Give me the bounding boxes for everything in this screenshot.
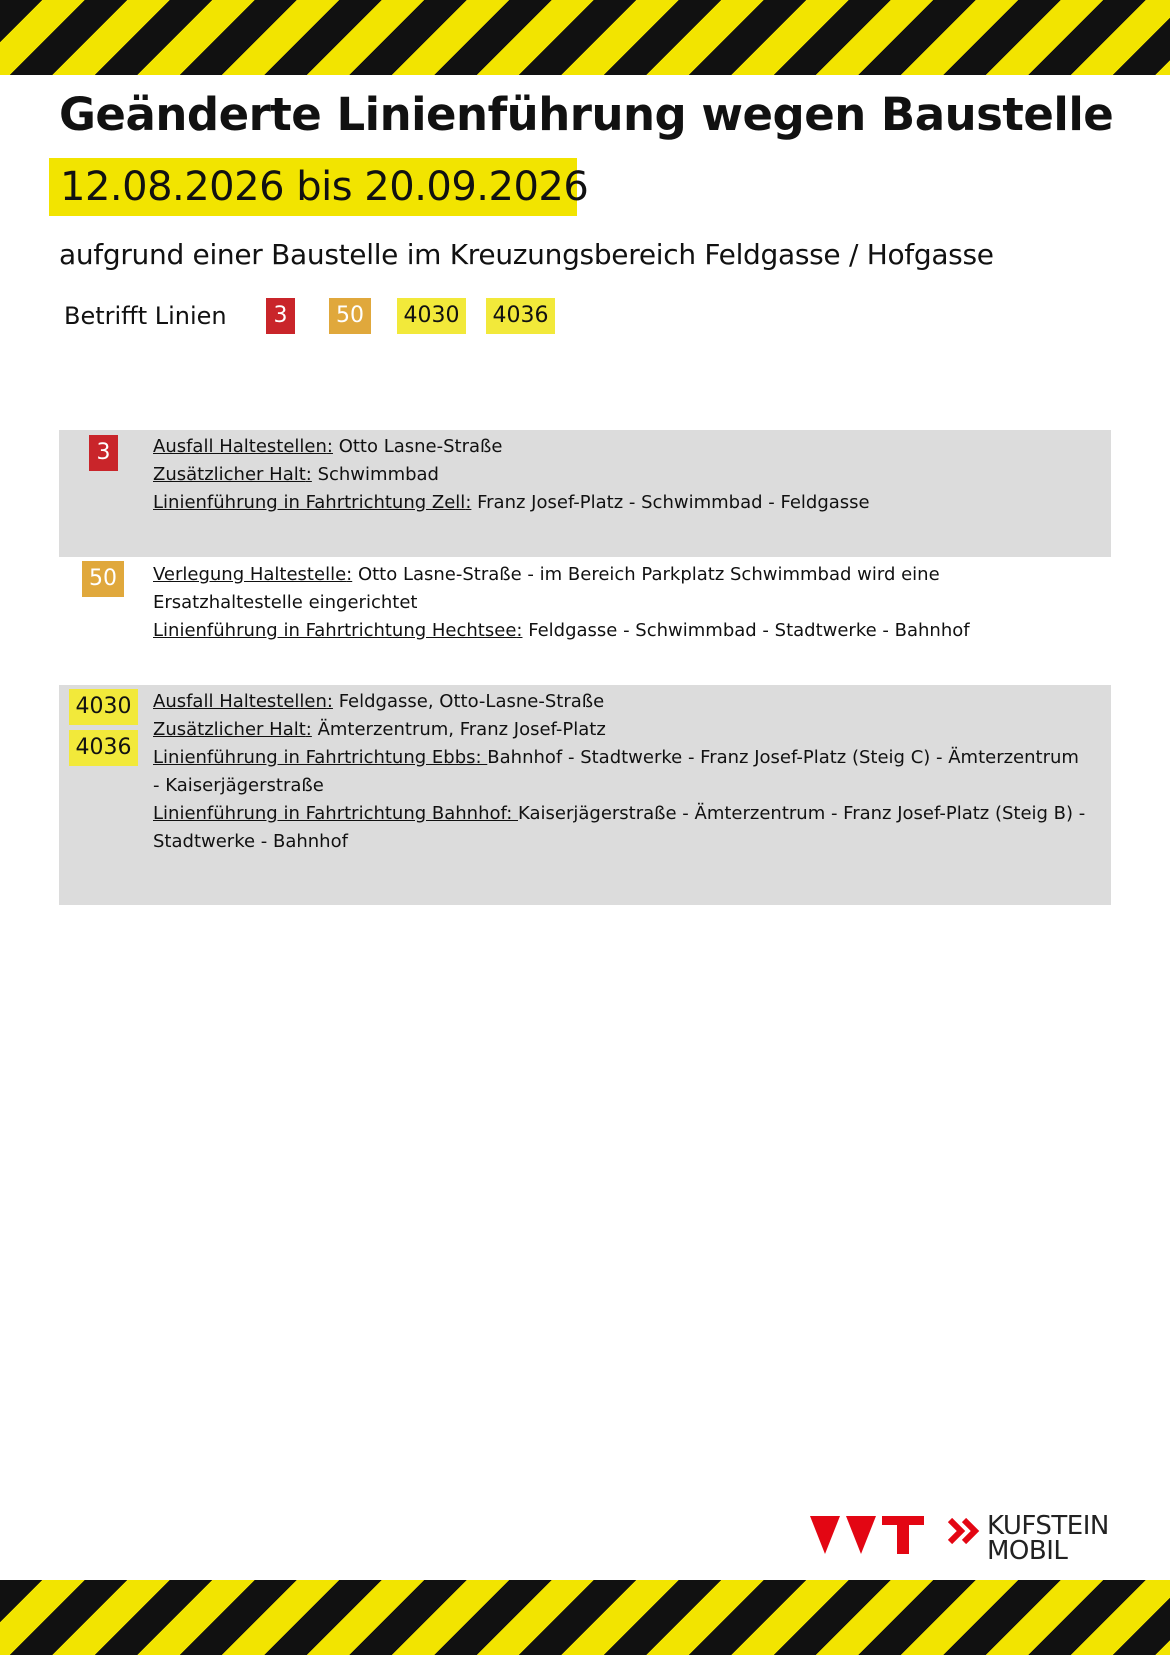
section-badge-50: 50	[82, 561, 124, 597]
info-line	[153, 800, 1089, 856]
section-line-4030-4036	[59, 685, 1111, 905]
page-title: Geänderte Linienführung wegen Baustelle	[59, 88, 1114, 141]
section-badge-3: 3	[89, 435, 118, 471]
kufstein-mobil-arrows-icon	[948, 1518, 984, 1544]
info-line: Zusätzlicher Halt: Schwimmbad	[153, 464, 439, 485]
info-label: Zusätzlicher Halt	[153, 719, 306, 740]
info-label: Linienführung in Fahrtrichtung Ebbs:	[153, 747, 488, 768]
section-badge-4030: 4030	[69, 689, 138, 725]
info-line: Ausfall Haltestellen: Otto Lasne-Straße	[153, 436, 503, 457]
info-value: Kaiserjägerstraße - Ämterzentrum - Franz Josef-Platz (Steig B) - Stadtwerke - Bahnhof	[153, 803, 1086, 852]
section-line-50	[59, 557, 1111, 685]
info-value: Otto Lasne-Straße	[332, 436, 503, 457]
info-line	[153, 744, 1089, 800]
date-range: 12.08.2026 bis 20.09.2026	[60, 164, 589, 210]
info-value: Otto Lasne-Straße - im Bereich Parkplatz Schwimmbad wird eine Ersatzhaltestelle eingerichtet	[153, 564, 940, 613]
line-chip-3: 3	[266, 298, 295, 334]
info-value: Schwimmbad	[311, 464, 439, 485]
section-body	[153, 433, 1089, 517]
info-line: Zusätzlicher Halt: Ämterzentrum, Franz Josef-Platz	[153, 719, 606, 740]
hazard-stripe-top	[0, 0, 1170, 75]
info-label: Linienführung in Fahrtrichtung Bahnhof:	[153, 803, 518, 824]
info-value: Feldgasse - Schwimmbad - Stadtwerke - Bahnhof	[522, 620, 970, 641]
info-line: Linienführung in Fahrtrichtung Hechtsee: Feldgasse - Schwimmbad - Stadtwerke - Bahnhof	[153, 620, 970, 641]
line-chip-4030: 4030	[397, 298, 466, 334]
info-label: Linienführung in Fahrtrichtung Zell	[153, 492, 466, 513]
info-value: Ämterzentrum, Franz Josef-Platz	[311, 719, 606, 740]
section-body	[153, 688, 1089, 856]
info-line: Linienführung in Fahrtrichtung Zell: Franz Josef-Platz - Schwimmbad - Feldgasse	[153, 492, 870, 513]
line-chip-4036: 4036	[486, 298, 555, 334]
info-label: Linienführung in Fahrtrichtung Hechtsee	[153, 620, 517, 641]
section-badge-4036: 4036	[69, 730, 138, 766]
affected-lines-label: Betrifft Linien	[64, 302, 227, 330]
info-label: Ausfall Haltestellen	[153, 436, 327, 457]
info-label: Zusätzlicher Halt	[153, 464, 306, 485]
kufstein-mobil-logo-text: KUFSTEIN MOBIL	[987, 1511, 1109, 1566]
info-label: Verlegung Haltestelle	[153, 564, 347, 585]
vvt-logo	[810, 1516, 926, 1556]
info-value: Bahnhof - Stadtwerke - Franz Josef-Platz (Steig C) - Ämterzentrum - Kaiserjägerstraße	[153, 747, 1079, 796]
info-value: Feldgasse, Otto-Lasne-Straße	[332, 691, 605, 712]
line-chip-50: 50	[329, 298, 371, 334]
section-line-3	[59, 430, 1111, 557]
info-line: Ausfall Haltestellen: Feldgasse, Otto-Lasne-Straße	[153, 691, 605, 712]
hazard-stripe-bottom	[0, 1580, 1170, 1655]
info-value: Franz Josef-Platz - Schwimmbad - Feldgasse	[471, 492, 870, 513]
info-line: Verlegung Haltestelle: Otto Lasne-Straße - im Bereich Parkplatz Schwimmbad wird eine Ersatzhaltestelle eingerichtet	[153, 564, 940, 613]
subtitle: aufgrund einer Baustelle im Kreuzungsbereich Feldgasse / Hofgasse	[59, 238, 994, 271]
section-body	[153, 561, 1089, 645]
info-label: Ausfall Haltestellen	[153, 691, 327, 712]
